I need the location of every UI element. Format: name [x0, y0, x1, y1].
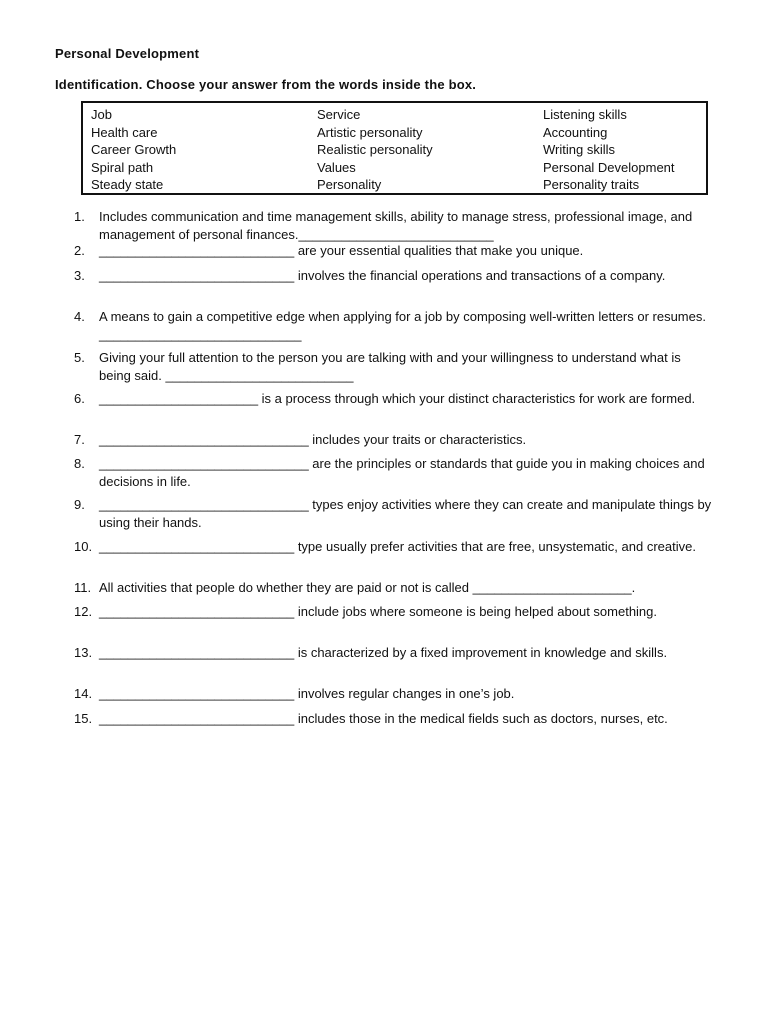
question-text: A means to gain a competitive edge when applying for a job by composing well-written letters or resumes. ____________________________ [99, 309, 706, 342]
word-choice: Realistic personality [317, 142, 433, 157]
question-text: ___________________________ includes those in the medical fields such as doctors, nurses, etc. [99, 711, 668, 726]
question-text: _____________________________ are the principles or standards that guide you in making choices and decisions in life. [99, 456, 705, 489]
question-number: 15. [74, 711, 93, 726]
word-choice: Job [91, 107, 112, 122]
word-column [543, 106, 675, 194]
word-choice: Accounting [543, 124, 608, 140]
question-number: 9. [74, 497, 85, 512]
word-choice: Personality traits [543, 177, 640, 192]
question-number: 1. [74, 209, 85, 224]
word-choice: Spiral path [91, 159, 154, 175]
instructions: Identification. Choose your answer from the words inside the box. [55, 77, 477, 92]
word-column [317, 106, 433, 194]
page-title: Personal Development [55, 46, 200, 61]
question-text: ___________________________ is characterized by a fixed improvement in knowledge and skills. [99, 645, 668, 660]
question-number: 13. [74, 645, 93, 660]
question-number: 2. [74, 243, 85, 258]
question-number: 14. [74, 686, 93, 701]
question-text: ___________________________ include jobs where someone is being helped about something. [99, 604, 658, 619]
question-text: ___________________________ type usually prefer activities that are free, unsystematic, and creative. [99, 539, 696, 554]
word-choice: Personality [317, 177, 382, 192]
question-number: 6. [74, 391, 85, 406]
word-choice: Career Growth [91, 142, 177, 157]
word-choice: Service [317, 107, 361, 122]
question-number: 12. [74, 604, 93, 619]
word-choice: Listening skills [543, 107, 627, 122]
question-text: _____________________________ includes your traits or characteristics. [99, 432, 527, 447]
question-text: ___________________________ involves regular changes in one’s job. [99, 686, 515, 701]
word-choice: Steady state [91, 177, 164, 192]
question-number: 10. [74, 539, 93, 554]
question-text: _____________________________ types enjoy activities where they can create and manipulate things by using their hands. [99, 497, 712, 530]
question-text: Giving your full attention to the person you are talking with and your willingness to understand what is being said. __________________________ [99, 350, 681, 383]
word-box [81, 101, 708, 195]
question-text: ______________________ is a process through which your distinct characteristics for work are formed. [99, 391, 696, 406]
word-column [91, 106, 176, 194]
question-number: 4. [74, 309, 85, 324]
question-text: All activities that people do whether they are paid or not is called ______________________. [99, 580, 636, 595]
question-number: 7. [74, 432, 85, 447]
word-choice: Values [317, 159, 356, 175]
question-text: Includes communication and time management skills, ability to manage stress, professional image, and management of personal finances.___________________________ [99, 209, 693, 242]
question-text: ___________________________ involves the financial operations and transactions of a company. [99, 268, 666, 283]
question-number: 8. [74, 456, 85, 471]
question-text: ___________________________ are your essential qualities that make you unique. [99, 243, 584, 258]
word-choice: Writing skills [543, 142, 615, 157]
word-choice: Health care [91, 124, 158, 140]
question-number: 11. [74, 580, 92, 595]
word-choice: Personal Development [543, 159, 675, 175]
question-number: 5. [74, 350, 85, 365]
question-number: 3. [74, 268, 85, 283]
word-choice: Artistic personality [317, 124, 423, 140]
